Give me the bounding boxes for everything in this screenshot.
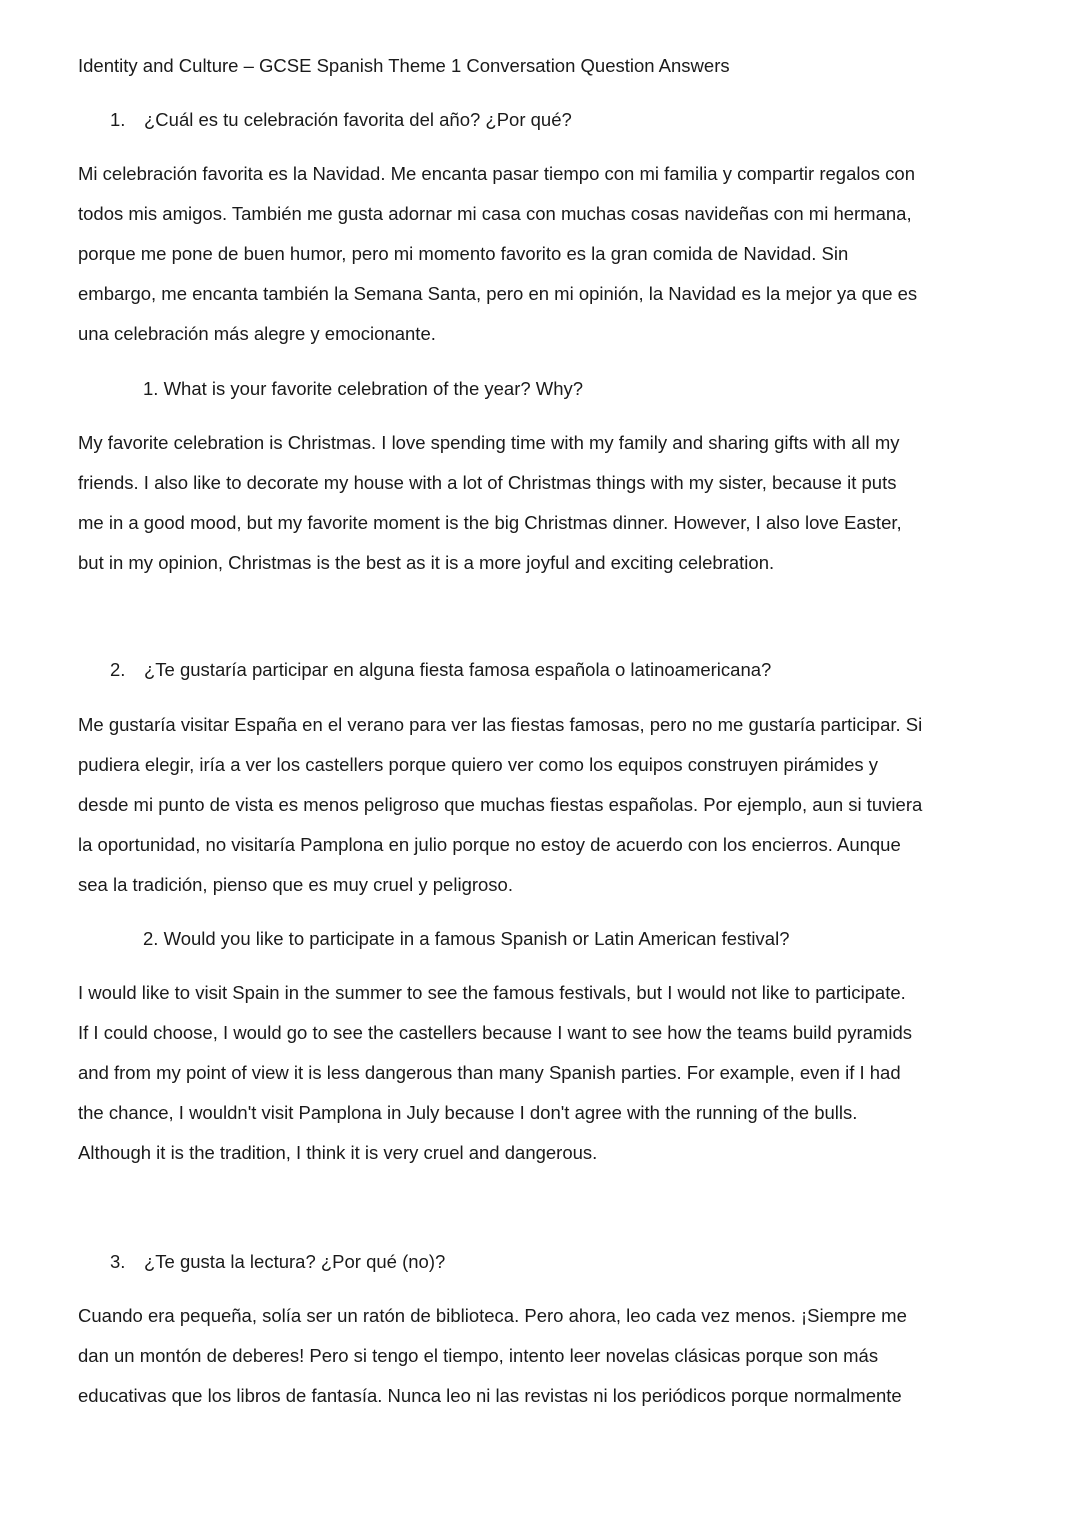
paragraph-line: Mi celebración favorita es la Navidad. Me encanta pasar tiempo con mi familia y compartir regalos con <box>78 163 915 184</box>
paragraph-line: desde mi punto de vista es menos peligroso que muchas fiestas españolas. Por ejemplo, aun si tuviera <box>78 794 923 815</box>
paragraph-line: pudiera elegir, iría a ver los castellers porque quiero ver como los equipos construyen pirámides y <box>78 754 879 775</box>
question-number: 3. <box>110 1251 126 1272</box>
paragraph-line: porque me pone de buen humor, pero mi momento favorito es la gran comida de Navidad. Sin <box>78 243 849 264</box>
paragraph-line: and from my point of view it is less dangerous than many Spanish parties. For example, even if I had <box>78 1062 901 1083</box>
question-3-spanish <box>110 1250 445 1274</box>
paragraph-line: la oportunidad, no visitaría Pamplona en julio porque no estoy de acuerdo con los encierros. Aunque <box>78 834 901 855</box>
paragraph-line: If I could choose, I would go to see the castellers because I want to see how the teams build pyramids <box>78 1022 912 1043</box>
paragraph-line: embargo, me encanta también la Semana Santa, pero en mi opinión, la Navidad es la mejor ya que es <box>78 283 918 304</box>
question-text: ¿Cuál es tu celebración favorita del año? ¿Por qué? <box>144 109 572 130</box>
paragraph-line: educativas que los libros de fantasía. Nunca leo ni las revistas ni los periódicos porque normalmente <box>78 1385 902 1406</box>
paragraph-line: Cuando era pequeña, solía ser un ratón de biblioteca. Pero ahora, leo cada vez menos. ¡Siempre me <box>78 1305 907 1326</box>
answer-2-english <box>78 973 998 1173</box>
question-text: ¿Te gusta la lectura? ¿Por qué (no)? <box>144 1251 446 1272</box>
answer-3-spanish <box>78 1296 998 1416</box>
document-title: Identity and Culture – GCSE Spanish Theme 1 Conversation Question Answers <box>78 55 730 76</box>
paragraph-line: but in my opinion, Christmas is the best as it is a more joyful and exciting celebration. <box>78 552 775 573</box>
paragraph-line: the chance, I wouldn't visit Pamplona in July because I don't agree with the running of the bulls. <box>78 1102 858 1123</box>
answer-1-english <box>78 423 998 583</box>
paragraph-line: sea la tradición, pienso que es muy cruel y peligroso. <box>78 874 513 895</box>
question-2-english: 2. Would you like to participate in a famous Spanish or Latin American festival? <box>143 928 790 949</box>
question-2-spanish <box>110 658 771 682</box>
paragraph-line: me in a good mood, but my favorite moment is the big Christmas dinner. However, I also love Easter, <box>78 512 902 533</box>
paragraph-line: dan un montón de deberes! Pero si tengo el tiempo, intento leer novelas clásicas porque son más <box>78 1345 879 1366</box>
question-1-english: 1. What is your favorite celebration of the year? Why? <box>143 378 584 399</box>
paragraph-line: Although it is the tradition, I think it is very cruel and dangerous. <box>78 1142 598 1163</box>
question-number: 2. <box>110 659 126 680</box>
question-number: 1. <box>110 109 126 130</box>
question-text: ¿Te gustaría participar en alguna fiesta famosa española o latinoamericana? <box>144 659 772 680</box>
answer-2-spanish <box>78 705 998 905</box>
paragraph-line: friends. I also like to decorate my house with a lot of Christmas things with my sister, because it puts <box>78 472 897 493</box>
paragraph-line: todos mis amigos. También me gusta adornar mi casa con muchas cosas navideñas con mi hermana, <box>78 203 912 224</box>
paragraph-line: una celebración más alegre y emocionante. <box>78 323 436 344</box>
paragraph-line: I would like to visit Spain in the summer to see the famous festivals, but I would not like to participate. <box>78 982 906 1003</box>
paragraph-line: Me gustaría visitar España en el verano para ver las fiestas famosas, pero no me gustaría participar. Si <box>78 714 923 735</box>
paragraph-line: My favorite celebration is Christmas. I love spending time with my family and sharing gifts with all my <box>78 432 900 453</box>
question-1-spanish <box>110 108 572 132</box>
answer-1-spanish <box>78 154 998 354</box>
